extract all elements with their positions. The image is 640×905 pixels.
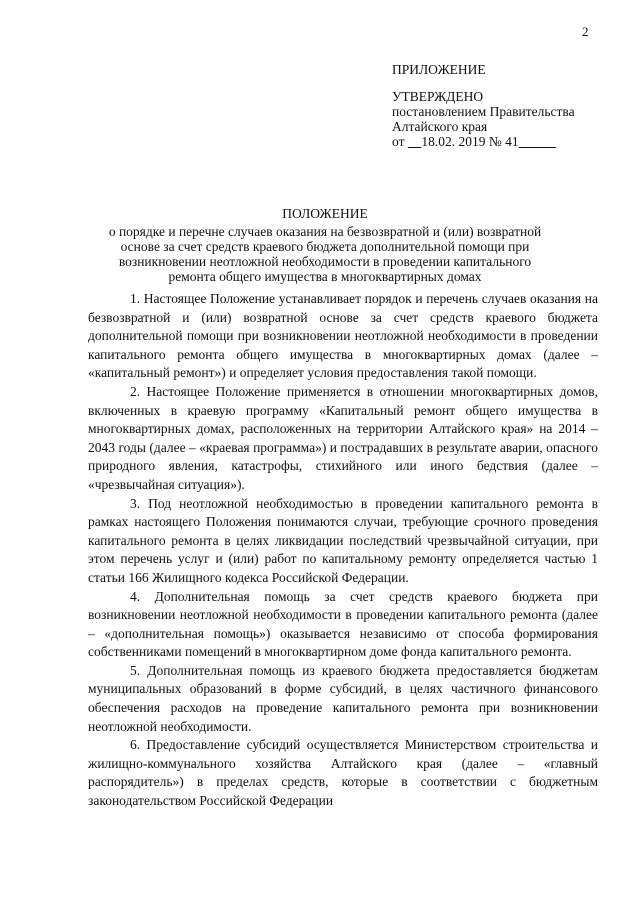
approval-block [392,62,575,149]
paragraph-3: 3. Под неотложной необходимостью в проведении капитального ремонта в рамках настоящего Положения понимаются случаи, требующие срочного проведения капитального ремонта в целях ликвидации последствий чрезвычайной ситуации, при этом перечень услуг и (или) работ по капитальному ремонту определяется частью 1 статьи 166 Жилищного кодекса Российской Федерации. [88,495,598,585]
paragraph-2: 2. Настоящее Положение применяется в отношении многоквартирных домов, включенных в краевую программу «Капитальный ремонт общего имущества в многоквартирных домах, расположенных на территории Алтайского края» на 2014 – 2043 годы (далее – «краевая программа») и пострадавших в результате аварии, опасного природного явления, катастрофы, стихийного или иного бедствия (далее – «чрезвычайная ситуация»). [88,383,598,492]
appendix-label: ПРИЛОЖЕНИЕ [392,62,486,77]
order-year: 2019 [458,134,486,149]
order-number: 41 [505,134,519,149]
order-line [392,134,575,149]
approval-line-1: постановлением Правительства [392,104,575,119]
title-heading: ПОЛОЖЕНИЕ [282,206,368,221]
title-subtitle: о порядке и перечне случаев оказания на безвозвратной и (или) возвратной основе за счет средств краевого бюджета дополнительной помощи при возникновении неотложной необходимости в проведении капитального ремонта общего имущества в многоквартирных домах [108,224,542,284]
paragraph-1: 1. Настоящее Положение устанавливает порядок и перечень случаев оказания на безвозвратной и (или) возвратной основе за счет средств краевого бюджета дополнительной помощи при возникновении неотложной необходимости в проведении капитального ремонта общего имущества в многоквартирных домах (далее – «капитальный ремонт») и определяет условия предоставления такой помощи. [88,291,598,381]
paragraph-6: 6. Предоставление субсидий осуществляется Министерством строительства и жилищно-коммунального хозяйства Алтайского края (далее – «главный распорядитель») в пределах средств, которые в соответствии с бюджетным законодательством Российской Федерации [88,737,598,809]
document-title [95,206,555,284]
approved-label: УТВЕРЖДЕНО [392,89,484,104]
document-body [88,290,598,811]
paragraph-4: 4. Дополнительная помощь за счет средств краевого бюджета при возникновении неотложной необходимости в проведении капитального ремонта (далее – «дополнительная помощь») оказывается независимо от способа формирования собственниками помещений в многоквартирном доме фонда капитального ремонта. [88,588,598,660]
number-sign: № [488,134,502,149]
page-number: 2 [582,24,589,39]
paragraph-5: 5. Дополнительная помощь из краевого бюджета предоставляется бюджетам муниципальных образований в форме субсидий, в целях частичного финансового обеспечения расходов на проведение капитального ремонта при возникновении неотложной необходимости. [88,662,598,734]
from-label: от [392,134,405,149]
order-date: 18.02. [421,134,456,149]
approval-line-2: Алтайского края [392,119,488,134]
